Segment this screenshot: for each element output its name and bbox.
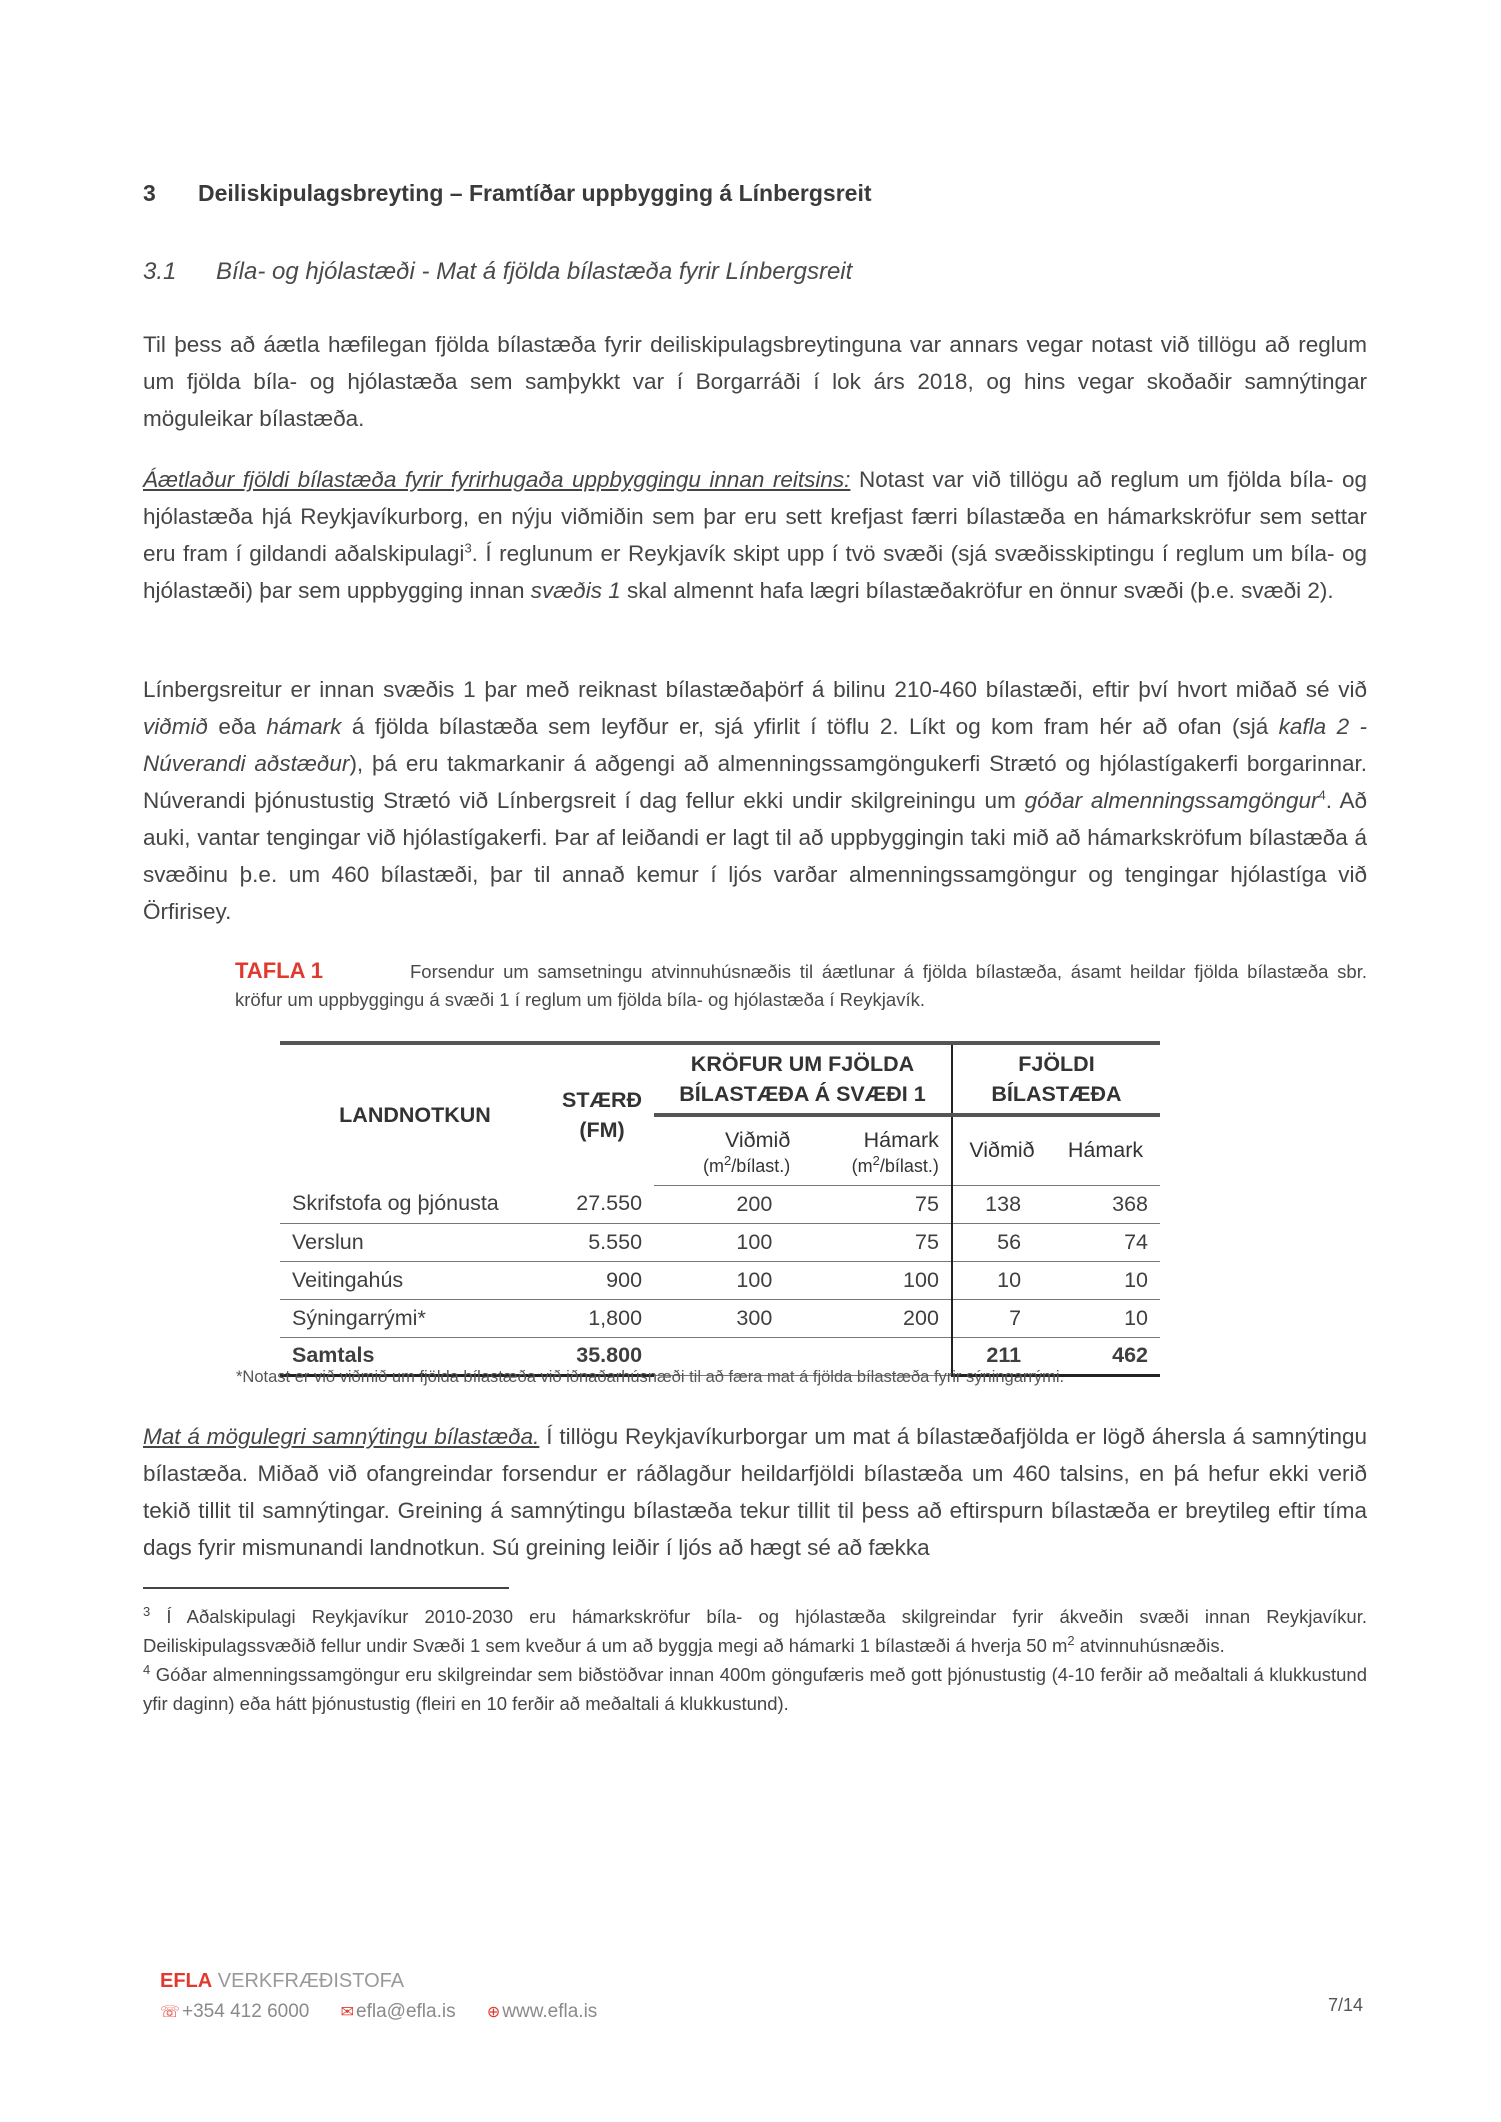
table-row: Veitingahús 900 100 100 10 10	[280, 1261, 1160, 1299]
col-group-fjoldi: FJÖLDI BÍLASTÆÐA	[952, 1043, 1160, 1115]
col-group-krofur: KRÖFUR UM FJÖLDA BÍLASTÆÐA Á SVÆÐI 1	[654, 1043, 952, 1115]
footer-contacts	[160, 2001, 623, 2023]
globe-icon: ⊕	[486, 2004, 501, 2021]
table-total-row: Samtals 35.800 211 462	[280, 1337, 1160, 1375]
subsection-number: 3.1	[143, 258, 177, 285]
col-landnotkun: LANDNOTKUN	[280, 1043, 550, 1185]
table-label: TAFLA 1	[235, 958, 323, 983]
footnotes	[143, 1602, 1367, 1718]
phone-icon: ☏	[160, 2004, 181, 2021]
section-title: Deiliskipulagsbreyting – Framtíðar uppbygging á Línbergsreit	[198, 180, 872, 206]
footer-phone[interactable]: ☏ +354 412 6000	[160, 2001, 310, 2022]
parking-table	[280, 1041, 1160, 1377]
footer-email[interactable]: ✉ efla@efla.is	[340, 2001, 456, 2022]
footnote-ref-4[interactable]: 4	[1318, 787, 1326, 803]
table-note: *Notast er við viðmið um fjölda bílastæða við iðnaðarhúsnæði til að færa mat á fjölda bílastæða fyrir sýningarrými.	[236, 1368, 1065, 1386]
table-caption	[235, 957, 1367, 1014]
footnote-3: $^3$ Í Aðalskipulagi Reykjavíkur 2010-2030 eru hámarkskröfur bíla- og hjólastæða skilgreindar fyrir ákveðin svæði innan Reykjavíkur. Deiliskipulagssvæðið fellur undir Svæði 1 sem kveður á um að byggja megi að hámarki 1 bílastæði á hverja 50 $m^2$ atvinnuhúsnæðis.	[143, 1603, 1367, 1656]
page-number: 7/14	[1328, 1995, 1364, 2015]
table-row: Sýningarrými* 1,800 300 200 7 10	[280, 1299, 1160, 1337]
section-heading	[143, 180, 872, 207]
footnote-ref-3[interactable]: 3	[464, 540, 472, 556]
subsection-heading	[143, 258, 852, 286]
col-fjoldi-hamark: Hámark	[1051, 1115, 1160, 1185]
paragraph-intro: Til þess að áætla hæfilegan fjölda bílastæða fyrir deiliskipulagsbreytinguna var annars vegar notast við tillögu að reglum um fjölda bíla- og hjólastæða sem samþykkt var í Borgarráði í lok árs 2018, og hins vegar skoðaðir samnýtingar möguleikar bílastæða.	[143, 332, 1367, 431]
col-staerd: STÆRÐ (FM)	[550, 1043, 654, 1185]
paragraph-shared-parking: Mat á mögulegri samnýtingu bílastæða. Í tillögu Reykjavíkurborgar um mat á bílastæðafjölda er lögð áhersla á samnýtingu bílastæða. Miðað við ofangreindar forsendur er ráðlagður heildarfjöldi bílastæða um 460 talsins, en þá hefur ekki verið tekið tillit til samnýtingar. Greining á samnýtingu bílastæða tekur tillit til þess að eftirspurn bílastæða er breytileg eftir tíma dags fyrir mismunandi landnotkun. Sú greining leiðir í ljós að hægt sé að fækka	[143, 1424, 1367, 1560]
footer-logo: EFLA VERKFRÆÐISTOFA	[160, 1970, 405, 1992]
col-fjoldi-vidmid: Viðmið	[952, 1115, 1051, 1185]
table-row: Skrifstofa og þjónusta 27.550 200 75 138 368	[280, 1185, 1160, 1223]
mail-icon: ✉	[340, 2004, 355, 2021]
paragraph-lead: Áætlaður fjöldi bílastæða fyrir fyrirhugaða uppbyggingu innan reitsins:	[143, 467, 851, 492]
paragraph-estimated-parking: Áætlaður fjöldi bílastæða fyrir fyrirhugaða uppbyggingu innan reitsins: Notast var við tillögu að reglum um fjölda bíla- og hjólastæða hjá Reykjavíkurborg, en nýju viðmiðin sem þar eru sett krefjast færri bílastæða en hámarkskröfur sem settar eru fram í gildandi aðalskipulagi$^3$. Í reglunum er Reykjavík skipt upp í tvö svæði (sjá svæðisskiptingu í reglum um bíla- og hjólastæði) þar sem uppbygging innan svæðis 1 skal almennt hafa lægri bílastæðakröfur en önnur svæði (þ.e. svæði 2).	[143, 467, 1367, 603]
table-row: Verslun 5.550 100 75 56 74	[280, 1223, 1160, 1261]
footer-website[interactable]: ⊕ www.efla.is	[486, 2001, 598, 2022]
paragraph-lead: Mat á mögulegri samnýtingu bílastæða.	[143, 1424, 540, 1449]
paragraph-linbergsreitur: Línbergsreitur er innan svæðis 1 þar með reiknast bílastæðaþörf á bilinu 210-460 bílastæði, eftir því hvort miðað sé við viðmið eða hámark á fjölda bílastæða sem leyfður er, sjá yfirlit í töflu 2. Líkt og kom fram hér að ofan (sjá kafla 2 - Núverandi aðstæður), þá eru takmarkanir á aðgengi að almenningssamgöngukerfi Strætó og hjólastígakerfi borgarinnar. Núverandi þjónustustig Strætó við Línbergsreit í dag fellur ekki undir skilgreiningu um góðar almenningssamgöngur$^4$. Að auki, vantar tengingar við hjólastígakerfi. Þar af leiðandi er lagt til að uppbyggingin taki mið að hámarkskröfum bílastæða á svæðinu þ.e. um 460 bílastæði, þar til annað kemur í ljós varðar almenningssamgöngur og tengingar hjólastíga við Örfirisey.	[143, 677, 1368, 924]
footnote-divider	[143, 1587, 509, 1589]
col-krofur-hamark: Hámark $(m^2/bílast.)$	[802, 1115, 952, 1185]
table-caption-text: Forsendur um samsetningu atvinnuhúsnæðis til áætlunar á fjölda bílastæða, ásamt heildar fjölda bílastæða sbr. kröfur um uppbyggingu á svæði 1 í reglum um fjölda bíla- og hjólastæða í Reykjavík.	[235, 961, 1367, 1010]
subsection-title: Bíla- og hjólastæði - Mat á fjölda bílastæða fyrir Línbergsreit	[216, 258, 853, 285]
footnote-4: $^4$ Góðar almenningssamgöngur eru skilgreindar sem biðstöðvar innan 400m göngufæris með gott þjónustustig (4-10 ferðir að meðaltali á klukkustund yfir daginn) eða hátt þjónustustig (fleiri en 10 ferðir að meðaltali á klukkustund).	[143, 1661, 1367, 1714]
col-krofur-vidmid: Viðmið $(m^2/bílast.)$	[654, 1115, 802, 1185]
section-number: 3	[143, 180, 156, 206]
